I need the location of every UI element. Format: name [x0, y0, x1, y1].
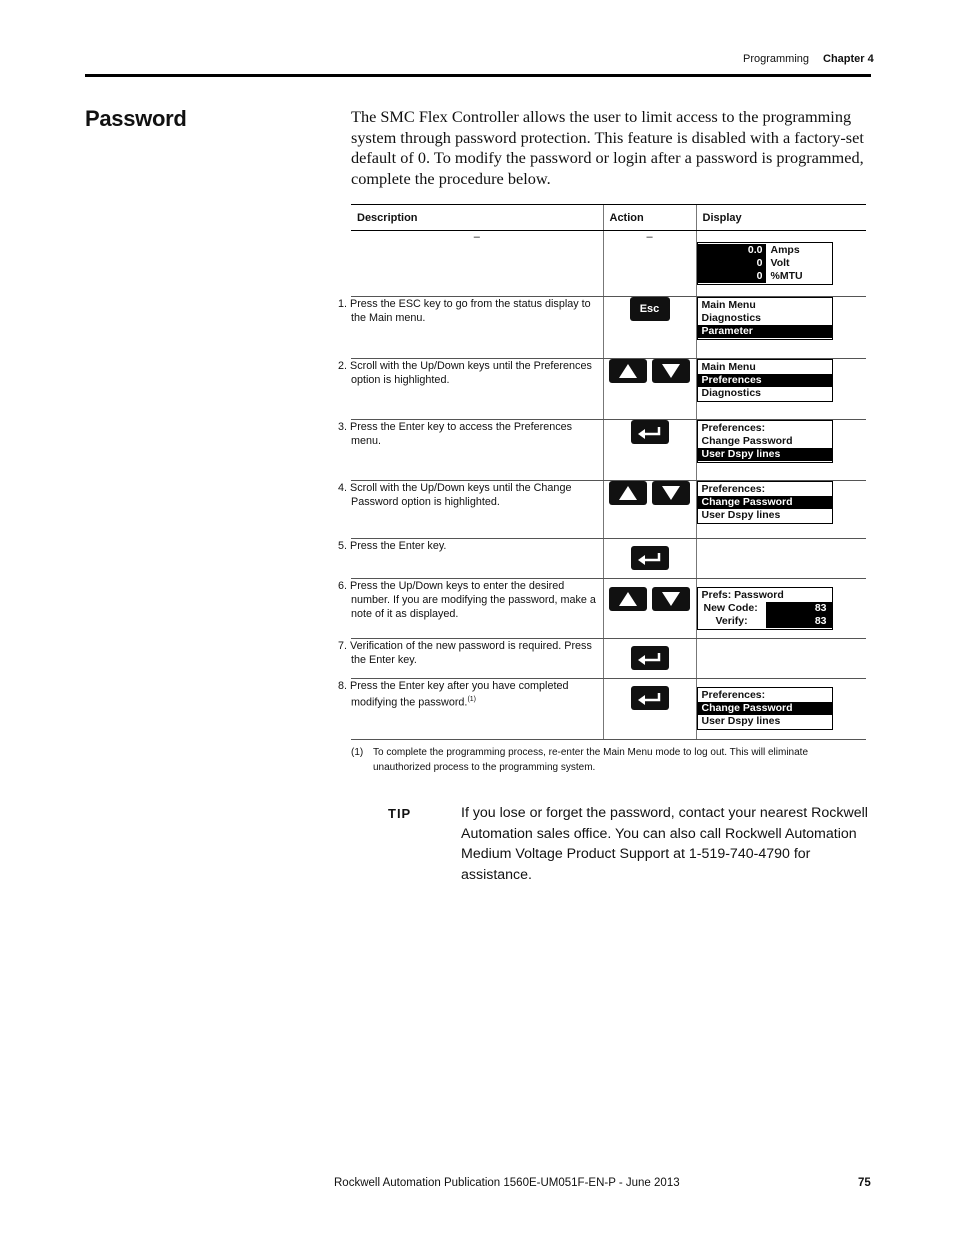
lcd-line: Preferences: [701, 483, 766, 495]
step-action [603, 420, 696, 481]
lcd-row: 0.0 Amps [698, 244, 832, 257]
lcd-password-display [697, 587, 833, 630]
lcd-display [697, 481, 833, 524]
enter-key-icon [631, 420, 669, 444]
step-action [603, 359, 696, 420]
lcd-line: User Dspy lines [698, 448, 832, 461]
step-action [603, 297, 696, 359]
step-display [696, 231, 866, 297]
lcd-line: Prefs: Password [701, 589, 784, 601]
step-action: – [603, 231, 696, 297]
lcd-line: Diagnostics [701, 312, 762, 324]
step-description: – [351, 231, 603, 297]
step-action [603, 639, 696, 679]
page-title: Password [85, 106, 187, 131]
enter-key-icon [631, 546, 669, 570]
step-action [603, 481, 696, 539]
step-description: 5. Press the Enter key. [351, 539, 603, 579]
footnote-text: To complete the programming process, re-enter the Main Menu mode to log out. This will eliminate unauthorized process to the programming system. [373, 747, 809, 773]
lcd-status-display [697, 242, 833, 285]
lcd-line: Change Password [698, 702, 832, 715]
table-header-row [351, 205, 866, 231]
up-arrow-icon [609, 359, 647, 383]
enter-key-icon [631, 646, 669, 670]
col-description: Description [351, 205, 603, 231]
table-row [351, 420, 866, 481]
footnote-ref: (1) [467, 696, 476, 703]
step-description: 3. Press the Enter key to access the Preferences menu. [351, 420, 603, 481]
tip-text: If you lose or forget the password, contact your nearest Rockwell Automation sales office. You can also call Rockwell Automation Medium Voltage Product Support at 1-519-740-4790 for assistance. [461, 805, 868, 883]
lcd-line: Change Password [701, 435, 793, 447]
step-description: 7. Verification of the new password is required. Press the Enter key. [351, 639, 603, 679]
page-number: 75 [858, 1177, 871, 1189]
lcd-row: Verify: 83 [698, 615, 832, 628]
step-display [696, 639, 866, 679]
lcd-row: 0 %MTU [698, 270, 832, 283]
lcd-display [697, 297, 833, 340]
table-row [351, 359, 866, 420]
up-arrow-icon [609, 481, 647, 505]
lcd-row: New Code: 83 [698, 602, 832, 615]
lcd-line: Main Menu [701, 299, 756, 311]
intro-paragraph: The SMC Flex Controller allows the user to limit access to the programming system through password protection. This feature is disabled with a factory-set default of 0. To modify the password or login after a password is programmed, complete the procedure below. [351, 107, 864, 188]
step-description: 8. Press the Enter key after you have completed modifying the password.$^{(1)}$ [351, 679, 603, 740]
step-display [696, 539, 866, 579]
lcd-line: User Dspy lines [701, 715, 781, 727]
enter-key-icon [631, 686, 669, 710]
header-rule [85, 74, 871, 77]
lcd-line: Preferences: [701, 689, 766, 701]
table-row [351, 679, 866, 740]
tip-label: TIP [388, 806, 412, 821]
step-display [696, 481, 866, 539]
header-section: Programming [743, 53, 810, 65]
procedure-table [338, 204, 866, 740]
down-arrow-icon [652, 359, 690, 383]
lcd-line: Preferences: [701, 422, 766, 434]
table-row [351, 481, 866, 539]
lcd-display [697, 359, 833, 402]
footnote [351, 745, 866, 775]
table-row [351, 639, 866, 679]
col-display: Display [696, 205, 866, 231]
step-description: 1. Press the ESC key to go from the status display to the Main menu. [351, 297, 603, 359]
step-description: 6. Press the Up/Down keys to enter the desired number. If you are modifying the password, make a note of it as displayed. [351, 579, 603, 639]
lcd-line: Diagnostics [701, 387, 762, 399]
up-arrow-icon [609, 587, 647, 611]
lcd-line: User Dspy lines [701, 509, 781, 521]
table-row [351, 539, 866, 579]
table-row [351, 579, 866, 639]
footnote-number: (1) [351, 747, 364, 758]
down-arrow-icon [652, 481, 690, 505]
step-display [696, 359, 866, 420]
lcd-line: Main Menu [701, 361, 756, 373]
step-action [603, 679, 696, 740]
col-action: Action [603, 205, 696, 231]
step-description: 2. Scroll with the Up/Down keys until the Preferences option is highlighted. [351, 359, 603, 420]
footer-publication: Rockwell Automation Publication 1560E-UM051F-EN-P - June 2013 [334, 1177, 680, 1189]
down-arrow-icon [652, 587, 690, 611]
lcd-line: Change Password [698, 496, 832, 509]
esc-key: Esc [630, 297, 670, 321]
header-chapter: Chapter 4 [823, 53, 874, 65]
step-action [603, 579, 696, 639]
lcd-line: Parameter [698, 325, 832, 338]
step-description: 4. Scroll with the Up/Down keys until the Change Password option is highlighted. [351, 481, 603, 539]
step-action [603, 539, 696, 579]
step-display [696, 420, 866, 481]
table-row [351, 297, 866, 359]
lcd-row: 0 Volt [698, 257, 832, 270]
lcd-line: Preferences [698, 374, 832, 387]
step-display [696, 679, 866, 740]
step-display [696, 297, 866, 359]
lcd-display [697, 420, 833, 463]
lcd-display [697, 687, 833, 730]
step-display [696, 579, 866, 639]
table-row [351, 231, 866, 297]
